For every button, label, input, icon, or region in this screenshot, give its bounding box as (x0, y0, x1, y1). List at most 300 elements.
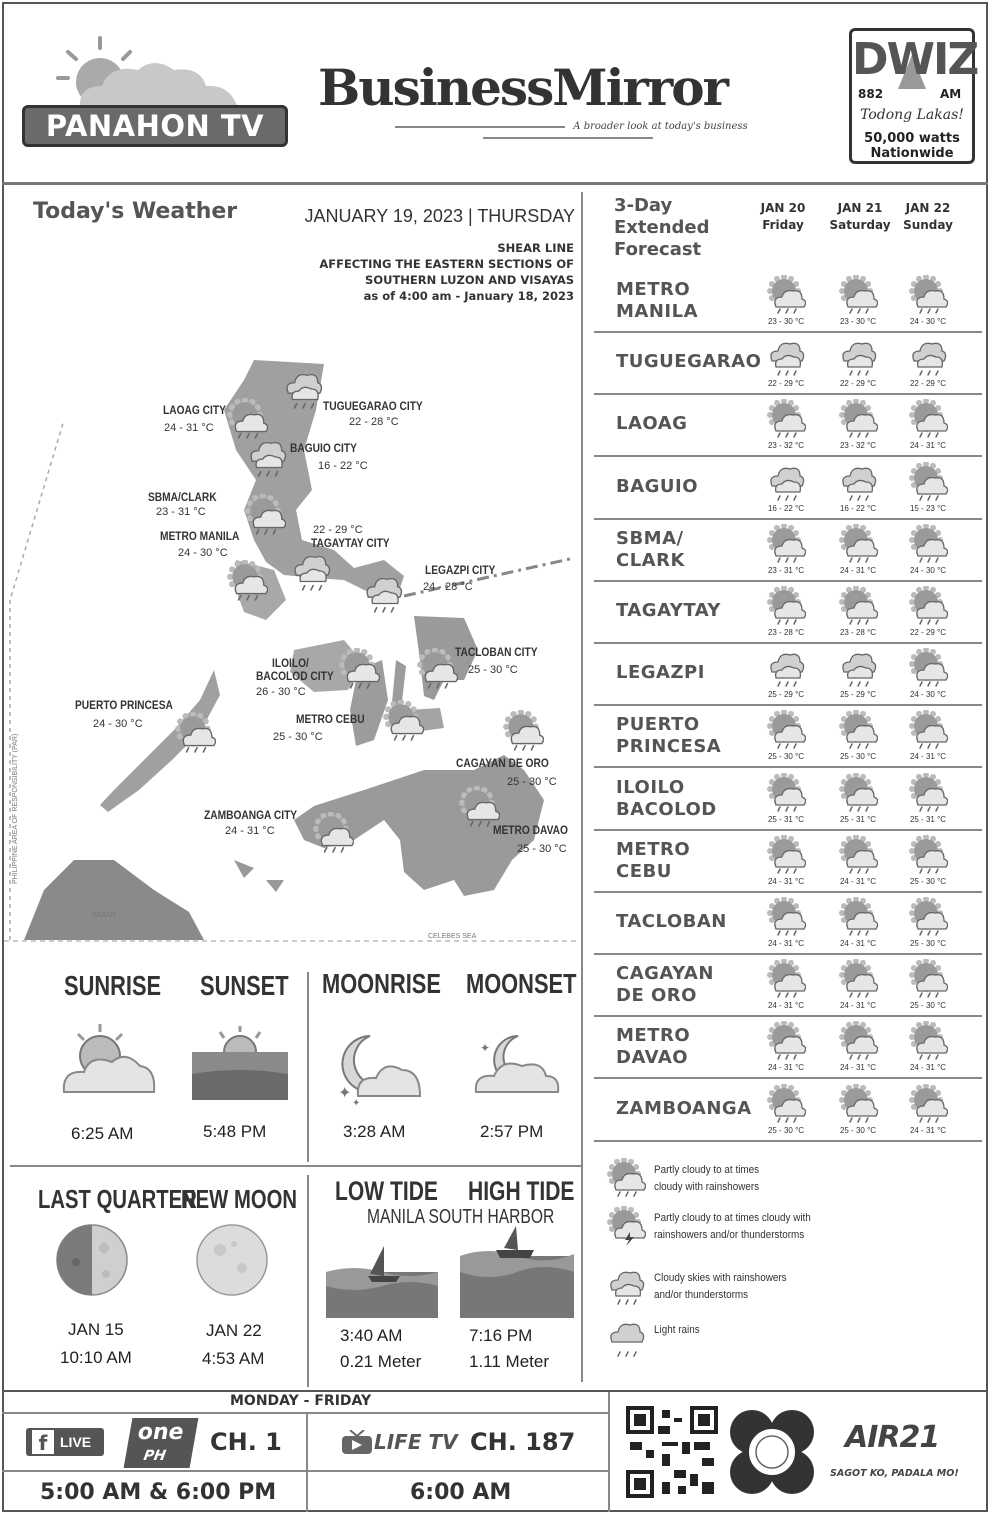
forecast-cell (896, 586, 956, 642)
forecast-city-line-1: METRO (616, 1025, 691, 1047)
forecast-temp: 25 - 30 °C (839, 1125, 877, 1135)
forecast-cell (896, 1084, 956, 1140)
forecast-temp: 22 - 29 °C (909, 379, 947, 389)
map-temp-laoag: 24 - 31 °C (164, 422, 214, 434)
forecast-temp: 24 - 30 °C (909, 317, 947, 326)
partly-cloudy-rain-icon (226, 560, 268, 602)
air21-logo: AIR21 (845, 1420, 940, 1455)
forecast-temp: 24 - 31 °C (909, 752, 947, 762)
sunrise-label: SUNRISE (64, 970, 162, 1001)
forecast-cell (826, 648, 886, 704)
forecast-cell (754, 524, 814, 580)
dwiz-band: AM (940, 87, 962, 101)
map-weather-icon (282, 368, 324, 415)
forecast-cell (896, 773, 956, 829)
forecast-temp: 25 - 30 °C (767, 752, 805, 762)
legend-item (606, 1206, 976, 1254)
map-temp-tacloban: 25 - 30 °C (468, 664, 518, 676)
last-quarter-date: JAN 15 (68, 1320, 124, 1339)
forecast-cell (754, 648, 814, 704)
map-temp-tagaytay: 22 - 29 °C (313, 524, 363, 536)
forecast-city (616, 777, 717, 821)
map-temp-cagayan-de-oro: 25 - 30 °C (507, 776, 557, 788)
forecast-cell (754, 959, 814, 1015)
cloudy-rain-icon (282, 368, 324, 410)
low-tide-label: LOW TIDE (335, 1176, 438, 1206)
map-city-sbma: SBMA/CLARK (148, 490, 217, 504)
sunrise-time: 6:25 AM (71, 1124, 134, 1143)
forecast-cell (826, 1021, 886, 1077)
forecast-temp: 25 - 31 °C (909, 814, 947, 824)
forecast-city (616, 351, 761, 373)
forecast-cell (896, 462, 956, 518)
dwiz-watts: 50,000 watts (864, 131, 960, 146)
channel-1-time: 5:00 AM & 6:00 PM (40, 1480, 277, 1505)
forecast-temp: 25 - 30 °C (839, 752, 877, 762)
forecast-temp: 25 - 31 °C (767, 814, 805, 824)
map-weather-icon (458, 786, 500, 833)
cloudy-rain-icon (290, 550, 332, 592)
partly-cloudy-rain-icon (908, 462, 948, 502)
forecast-city (616, 714, 721, 758)
forecast-temp: 15 - 23 °C (909, 503, 947, 513)
partly-cloudy-rain-icon (908, 648, 948, 688)
forecast-cell (826, 959, 886, 1015)
forecast-temp: 25 - 29 °C (767, 690, 805, 700)
map-city-metro-davao: METRO DAVAO (493, 823, 568, 837)
forecast-cell (826, 835, 886, 891)
dwiz-band-row (856, 87, 968, 103)
sun-moon-divider (307, 972, 309, 1162)
dwiz-coverage: Nationwide (870, 146, 954, 161)
new-moon-icon (194, 1222, 270, 1298)
bottom-col-divider-2 (608, 1392, 610, 1512)
partly-cloudy-rain-icon (766, 773, 806, 813)
partly-cloudy-rain-icon (838, 586, 878, 626)
partly-cloudy-rain-icon (838, 959, 878, 999)
map-city-cagayan-de-oro: CAGAYAN DE ORO (456, 756, 549, 770)
forecast-day-3 (888, 200, 968, 234)
forecast-temp: 25 - 30 °C (909, 939, 947, 948)
partly-cloudy-rain-icon (908, 399, 948, 439)
forecast-city (616, 839, 690, 883)
forecast-city-line-2: CLARK (616, 549, 685, 571)
forecast-cell (754, 835, 814, 891)
sabah-label: SABAH (92, 912, 116, 919)
forecast-cell (826, 586, 886, 642)
map-city-metro-cebu: METRO CEBU (296, 712, 365, 726)
pagasa-logo-icon (728, 1408, 816, 1496)
low-tide-time: 3:40 AM (340, 1326, 403, 1345)
map-temp-metro-manila: 24 - 30 °C (178, 547, 228, 559)
forecast-city (616, 662, 705, 684)
partly-cloudy-rain-icon (766, 835, 806, 875)
forecast-cell (826, 337, 886, 393)
partly-cloudy-rain-icon (312, 812, 354, 854)
partly-cloudy-rain-icon (382, 700, 424, 742)
forecast-temp: 24 - 30 °C (909, 690, 947, 700)
map-weather-icon (382, 700, 424, 747)
partly-cloudy-rain-icon (838, 897, 878, 937)
cloudy-rain-icon (606, 1266, 646, 1306)
partly-cloudy-rain-icon (766, 524, 806, 564)
celebes-sea-label: CELEBES SEA (428, 933, 477, 940)
day-date: JAN 21 (837, 201, 883, 215)
new-moon-time: 4:53 AM (202, 1349, 265, 1368)
forecast-row (594, 1017, 982, 1079)
forecast-temp: 22 - 29 °C (767, 379, 805, 389)
map-weather-icon (290, 550, 332, 597)
partly-cloudy-rain-icon (766, 399, 806, 439)
forecast-temp: 25 - 30 °C (909, 1001, 947, 1011)
forecast-row (594, 955, 982, 1017)
forecast-cell (896, 710, 956, 766)
forecast-city-line-2: MANILA (616, 301, 699, 322)
sunrise-icon (60, 1022, 156, 1102)
todays-weather-title: Today's Weather (33, 199, 238, 224)
legend-text: Partly cloudy to at times cloudy with rainshowers (654, 1164, 760, 1193)
map-temp-baguio: 16 - 22 °C (318, 460, 368, 472)
forecast-temp: 25 - 29 °C (839, 690, 877, 700)
forecast-temp: 24 - 31 °C (767, 1001, 805, 1011)
partly-cloudy-rain-icon (502, 710, 544, 752)
legend-item (606, 1266, 976, 1314)
partly-cloudy-rain-icon (908, 959, 948, 999)
map-temp-tuguegarao: 22 - 28 °C (349, 416, 399, 428)
partly-cloudy-rain-icon (838, 1084, 878, 1124)
forecast-row (594, 893, 982, 955)
par-label: PHILIPPINE AREA OF RESPONSIBILITY (PAR) (12, 733, 19, 884)
forecast-cell (896, 897, 956, 953)
forecast-row (594, 706, 982, 768)
forecast-temp: 16 - 22 °C (767, 503, 805, 513)
low-tide-icon (326, 1242, 438, 1318)
forecast-city-line-1: SBMA/ (616, 527, 684, 549)
forecast-cell (754, 399, 814, 455)
forecast-temp: 23 - 30 °C (839, 317, 877, 326)
map-weather-icon (416, 648, 458, 695)
forecast-cell (896, 648, 956, 704)
tagline-text: A broader look at today's business (573, 121, 748, 132)
partly-cloudy-rain-icon (838, 835, 878, 875)
one-ph-top: one (135, 1420, 186, 1445)
partly-cloudy-rain-icon (908, 586, 948, 626)
forecast-cell (826, 897, 886, 953)
forecast-city-line-1: METRO (616, 279, 691, 300)
forecast-cell (896, 959, 956, 1015)
facebook-icon: f (32, 1430, 54, 1454)
high-tide-label: HIGH TIDE (468, 1176, 575, 1206)
map-temp-legazpi: 24 - 28 °C (423, 581, 473, 593)
map-weather-icon (312, 812, 354, 859)
forecast-cell (826, 524, 886, 580)
forecast-title-line-3: Forecast (614, 239, 702, 260)
map-city-tacloban: TACLOBAN CITY (455, 645, 538, 659)
forecast-cell (896, 275, 956, 331)
partly-cloudy-rain-icon (416, 648, 458, 690)
forecast-cell (826, 1084, 886, 1140)
forecast-temp: 24 - 30 °C (909, 565, 947, 575)
map-weather-icon (246, 436, 288, 483)
forecast-temp: 23 - 30 °C (767, 317, 805, 326)
one-ph-bottom: PH (142, 1448, 168, 1464)
partly-cloudy-rain-icon (838, 275, 878, 315)
channel-187-time: 6:00 AM (410, 1480, 512, 1505)
day-date: JAN 20 (760, 201, 806, 215)
map-weather-icon (502, 710, 544, 757)
forecast-city (616, 279, 698, 323)
map-temp-puerto-princesa: 24 - 30 °C (93, 718, 143, 730)
bottom-col-divider-1 (306, 1414, 308, 1512)
new-moon-date: JAN 22 (206, 1321, 262, 1340)
system-line-3: as of 4:00 am - January 18, 2023 (363, 289, 574, 303)
new-moon-label: NEW MOON (181, 1184, 298, 1214)
moonrise-icon (330, 1030, 422, 1110)
map-city-zamboanga: ZAMBOANGA CITY (204, 808, 298, 822)
cloudy-rain-icon (838, 337, 878, 377)
forecast-temp: 23 - 28 °C (839, 628, 877, 637)
map-weather-icon (226, 560, 268, 607)
forecast-temp: 16 - 22 °C (839, 503, 877, 513)
partly-cloudy-rain-icon (908, 897, 948, 937)
forecast-city-line-1: TAGAYTAY (616, 600, 721, 621)
forecast-temp: 24 - 31 °C (909, 441, 947, 451)
forecast-cell (896, 524, 956, 580)
forecast-row (594, 644, 982, 706)
partly-cloudy-rain-icon (908, 710, 948, 750)
forecast-temp: 23 - 32 °C (767, 441, 805, 451)
forecast-cell (754, 773, 814, 829)
forecast-city-line-2: CEBU (616, 860, 672, 882)
light-rain-icon (606, 1318, 646, 1358)
dwiz-slogan: Todong Lakas! (860, 107, 964, 123)
partly-cloudy-rain-icon (838, 524, 878, 564)
legend-text: Partly cloudy to at times cloudy with rainshowers and/or thunderstorms (654, 1212, 811, 1241)
partly-cloudy-rain-icon (766, 897, 806, 937)
forecast-temp: 22 - 29 °C (909, 628, 947, 637)
map-temp-iloilo-bacolod: 26 - 30 °C (256, 686, 306, 698)
partly-cloudy-rain-icon (908, 1084, 948, 1124)
forecast-city-line-1: BAGUIO (616, 475, 699, 497)
forecast-city-line-1: TUGUEGARAO (616, 351, 762, 373)
map-city-tuguegarao: TUGUEGARAO CITY (323, 399, 423, 413)
forecast-cell (896, 1021, 956, 1077)
tide-location: MANILA SOUTH HARBOR (367, 1206, 555, 1228)
partly-cloudy-rain-icon (174, 712, 216, 754)
cloudy-rain-icon (838, 648, 878, 688)
moonrise-label: MOONRISE (322, 968, 441, 999)
forecast-cell (826, 399, 886, 455)
forecast-cell (754, 710, 814, 766)
partly-cloudy-rain-icon (244, 494, 286, 536)
channel-187: CH. 187 (470, 1428, 576, 1456)
forecast-city-line-1: LEGAZPI (616, 662, 705, 684)
main-column-divider (581, 192, 583, 1382)
forecast-city-line-1: TACLOBAN (616, 911, 727, 932)
moonset-icon (472, 1030, 562, 1100)
partly-cloudy-rain-icon (838, 399, 878, 439)
forecast-city (616, 963, 714, 1007)
system-title: SHEAR LINE (497, 241, 574, 255)
sunset-icon (190, 1024, 290, 1104)
forecast-cell (826, 462, 886, 518)
weather-system-note (290, 240, 574, 304)
forecast-temp: 24 - 31 °C (839, 1001, 877, 1011)
day-name: Friday (762, 218, 804, 232)
forecast-row (594, 831, 982, 893)
partly-cloudy-rain-icon (766, 1021, 806, 1061)
sun-cloud-logo-icon (50, 34, 250, 114)
sunset-time: 5:48 PM (203, 1122, 267, 1141)
forecast-title (614, 195, 710, 261)
cloudy-rain-icon (838, 462, 878, 502)
partly-cloudy-rain-icon (838, 710, 878, 750)
forecast-city-line-2: PRINCESA (616, 736, 722, 758)
partly-cloudy-rain-icon (606, 1158, 646, 1198)
forecast-city-line-1: ILOILO (616, 776, 685, 798)
forecast-city-line-1: METRO (616, 838, 691, 860)
last-quarter-label: LAST QUARTER (38, 1184, 197, 1214)
partly-cloudy-rain-icon (908, 773, 948, 813)
legend-item (606, 1318, 976, 1366)
moonset-time: 2:57 PM (480, 1122, 544, 1141)
forecast-city-line-1: PUERTO (616, 714, 700, 736)
one-ph-logo (124, 1418, 199, 1468)
svg-text:✦: ✦ (480, 1041, 491, 1055)
forecast-temp: 24 - 31 °C (909, 1063, 947, 1073)
dwiz-power (852, 131, 972, 161)
map-weather-icon (174, 712, 216, 759)
partly-cloudy-rain-icon (338, 648, 380, 690)
partly-cloudy-rain-icon (766, 275, 806, 315)
forecast-cell (754, 337, 814, 393)
forecast-cell (896, 337, 956, 393)
map-city-puerto-princesa: PUERTO PRINCESA (75, 698, 173, 712)
last-quarter-moon-icon (54, 1222, 130, 1298)
map-city-laoag: LAOAG CITY (163, 403, 226, 417)
forecast-city (616, 1098, 752, 1120)
partly-cloudy-rain-icon (908, 524, 948, 564)
forecast-row (594, 333, 982, 395)
forecast-temp: 24 - 31 °C (839, 876, 877, 886)
forecast-cell (754, 275, 814, 331)
forecast-temp: 24 - 31 °C (839, 939, 877, 948)
map-temp-sbma: 23 - 31 °C (156, 506, 206, 518)
forecast-cell (826, 773, 886, 829)
forecast-cell (754, 462, 814, 518)
forecast-temp: 25 - 31 °C (839, 814, 877, 824)
forecast-cell (826, 275, 886, 331)
day-name: Saturday (829, 218, 891, 232)
facebook-live-badge (26, 1428, 104, 1456)
forecast-cell (754, 897, 814, 953)
map-city-metro-manila: METRO MANILA (160, 529, 240, 543)
forecast-row (594, 458, 982, 520)
forecast-temp: 24 - 31 °C (839, 1063, 877, 1073)
live-text: LIVE (60, 1434, 92, 1450)
forecast-row (594, 1080, 982, 1142)
cloudy-rain-icon (766, 462, 806, 502)
partly-cloudy-rain-icon (838, 1021, 878, 1061)
forecast-temp: 24 - 31 °C (767, 876, 805, 886)
cloudy-rain-icon (766, 337, 806, 377)
forecast-temp: 24 - 31 °C (767, 939, 805, 948)
map-weather-icon (244, 494, 286, 541)
forecast-temp: 24 - 31 °C (767, 1063, 805, 1073)
forecast-row (594, 582, 982, 644)
forecast-city-line-1: ZAMBOANGA (616, 1097, 752, 1119)
forecast-cell (896, 399, 956, 455)
partly-cloudy-rain-icon (838, 773, 878, 813)
cloudy-rain-icon (362, 572, 404, 614)
partly-cloudy-rain-icon (766, 1084, 806, 1124)
forecast-temp: 24 - 31 °C (839, 565, 877, 575)
forecast-temp: 23 - 28 °C (767, 628, 805, 637)
day-date: JAN 22 (905, 201, 951, 215)
low-tide-height: 0.21 Meter (340, 1352, 422, 1371)
forecast-day-1 (743, 200, 823, 234)
dwiz-logo (849, 28, 978, 164)
map-city-baguio: BAGUIO CITY (290, 441, 357, 455)
forecast-temp: 25 - 30 °C (909, 876, 947, 886)
map-weather-icon (338, 648, 380, 695)
legend-text: Cloudy skies with rainshowers and/or thunderstorms (654, 1272, 787, 1301)
map-city-tagaytay: TAGAYTAY CITY (311, 536, 390, 550)
todays-date: JANUARY 19, 2023 | THURSDAY (304, 206, 575, 226)
forecast-city-line-1: LAOAG (616, 413, 688, 435)
partly-cloudy-rain-icon (226, 398, 268, 440)
high-tide-height: 1.11 Meter (469, 1352, 550, 1371)
header-divider (2, 182, 988, 185)
panahon-tv-wordmark: PANAHON TV (22, 105, 288, 147)
forecast-row (594, 271, 982, 333)
forecast-row (594, 395, 982, 457)
sunset-label: SUNSET (200, 970, 289, 1001)
forecast-temp: 22 - 29 °C (839, 379, 877, 389)
publication-tagline (310, 121, 825, 143)
map-temp-metro-davao: 25 - 30 °C (517, 843, 567, 855)
schedule-label: MONDAY - FRIDAY (230, 1393, 372, 1409)
map-city-legazpi: LEGAZPI CITY (425, 563, 496, 577)
cloudy-rain-icon (766, 648, 806, 688)
forecast-city-line-2: DAVAO (616, 1047, 689, 1069)
svg-text:✦: ✦ (338, 1085, 352, 1102)
forecast-city (616, 600, 721, 622)
forecast-city-line-1: CAGAYAN (616, 963, 714, 985)
astro-divider (10, 1165, 582, 1167)
partly-cloudy-storm-icon (606, 1206, 646, 1246)
high-tide-icon (460, 1226, 574, 1318)
forecast-cell (896, 835, 956, 891)
life-tv-icon (340, 1430, 374, 1456)
moonset-label: MOONSET (466, 968, 577, 999)
channel-1: CH. 1 (210, 1428, 282, 1456)
forecast-city-line-2: BACOLOD (616, 798, 717, 820)
forecast-city (616, 528, 685, 572)
dwiz-frequency: 882 (858, 87, 884, 101)
forecast-temp: 23 - 31 °C (767, 565, 805, 575)
forecast-cell (754, 586, 814, 642)
phase-tide-divider (307, 1175, 309, 1387)
partly-cloudy-rain-icon (766, 710, 806, 750)
partly-cloudy-rain-icon (908, 275, 948, 315)
map-weather-icon (362, 572, 404, 619)
forecast-temp: 25 - 30 °C (767, 1125, 805, 1135)
partly-cloudy-rain-icon (766, 586, 806, 626)
forecast-row (594, 520, 982, 582)
forecast-cell (826, 710, 886, 766)
legend-item (606, 1158, 976, 1206)
